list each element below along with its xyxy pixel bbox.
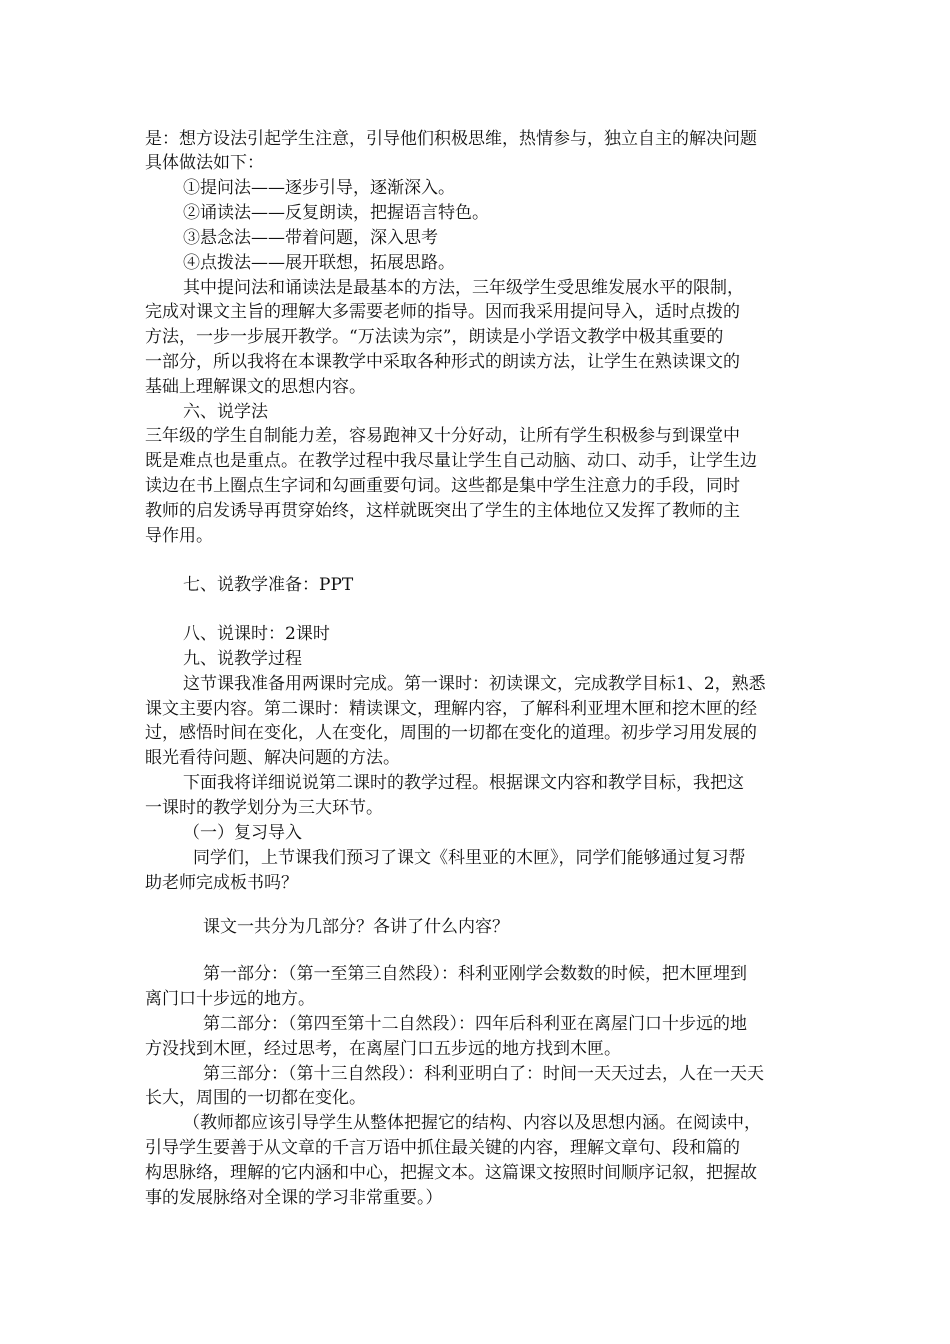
text-line: 方法，一步一步展开教学。“万法读为宗”，朗读是小学语文教学中极其重要的: [145, 327, 724, 347]
text-line: 第一部分：（第一至第三自然段）：科利亚刚学会数数的时候，把木匣埋到: [203, 964, 747, 984]
text-line: 基础上理解课文的思想内容。: [145, 377, 366, 397]
section-heading: 七、说教学准备：PPT: [183, 575, 354, 595]
text-line: 一课时的教学划分为三大环节。: [145, 798, 383, 818]
text-line: 同学们，上节课我们预习了课文《科里亚的木匣》，同学们能够通过复习帮: [193, 848, 746, 868]
text-line: 第三部分：（第十三自然段）：科利亚明白了：时间一天天过去，人在一天天: [203, 1064, 764, 1084]
text-line: 三年级的学生自制能力差，容易跑神又十分好动，让所有学生积极参与到课堂中: [145, 426, 740, 446]
text-line: 读边在书上圈点生字词和勾画重要句词。这些都是集中学生注意力的手段，同时: [145, 476, 740, 496]
text-line: 眼光看待问题、解决问题的方法。: [145, 748, 400, 768]
text-line: 一部分，所以我将在本课教学中采取各种形式的朗读方法，让学生在熟读课文的: [145, 352, 740, 372]
text-line: 离门口十步远的地方。: [145, 989, 315, 1009]
text-line: 下面我将详细说说第二课时的教学过程。根据课文内容和教学目标，我把这: [183, 773, 744, 793]
text-line: 这节课我准备用两课时完成。第一课时：初读课文，完成教学目标1、2，熟悉: [183, 674, 766, 694]
section-heading: 六、说学法: [183, 402, 268, 422]
text-line: 引导学生要善于从文章的千言万语中抓住最关键的内容，理解文章句、段和篇的: [145, 1138, 740, 1158]
text-line: 完成对课文主旨的理解大多需要老师的指导。因而我采用提问导入，适时点拨的: [145, 302, 740, 322]
text-line: 过，感悟时间在变化，人在变化，周围的一切都在变化的道理。初步学习用发展的: [145, 723, 757, 743]
text-line: 事的发展脉络对全课的学习非常重要。）: [145, 1188, 443, 1208]
text-line: 课文一共分为几部分？各讲了什么内容？: [203, 917, 509, 937]
text-line: （教师都应该引导学生从整体把握它的结构、内容以及思想内涵。在阅读中，: [183, 1113, 761, 1133]
text-line: 具体做法如下：: [145, 153, 264, 173]
subsection-heading: （一）复习导入: [183, 823, 302, 843]
text-line: 导作用。: [145, 526, 213, 546]
text-line: 长大，周围的一切都在变化。: [145, 1088, 366, 1108]
list-item: ④点拨法——展开联想，拓展思路。: [183, 253, 455, 273]
text-line: 其中提问法和诵读法是最基本的方法，三年级学生受思维发展水平的限制，: [183, 278, 744, 298]
text-line: 课文主要内容。第二课时：精读课文，理解内容，了解科利亚埋木匣和挖木匣的经: [145, 699, 757, 719]
text-line: 方没找到木匣，经过思考，在离屋门口五步远的地方找到木匣。: [145, 1039, 621, 1059]
text-line: 是：想方设法引起学生注意，引导他们积极思维，热情参与，独立自主的解决问题: [145, 129, 757, 149]
list-item: ①提问法——逐步引导，逐渐深入。: [183, 178, 455, 198]
section-heading: 八、说课时：2课时: [183, 624, 330, 644]
text-line: 构思脉络，理解的它内涵和中心，把握文本。这篇课文按照时间顺序记叙，把握故: [145, 1163, 757, 1183]
text-line: 助老师完成板书吗？: [145, 873, 298, 893]
section-heading: 九、说教学过程: [183, 649, 302, 669]
text-line: 既是难点也是重点。在教学过程中我尽量让学生自己动脑、动口、动手，让学生边: [145, 451, 757, 471]
text-line: 教师的启发诱导再贯穿始终，这样就既突出了学生的主体地位又发挥了教师的主: [145, 501, 740, 521]
text-line: 第二部分：（第四至第十二自然段）：四年后科利亚在离屋门口十步远的地: [203, 1014, 747, 1034]
list-item: ③悬念法——带着问题，深入思考: [183, 228, 438, 248]
list-item: ②诵读法——反复朗读，把握语言特色。: [183, 203, 489, 223]
